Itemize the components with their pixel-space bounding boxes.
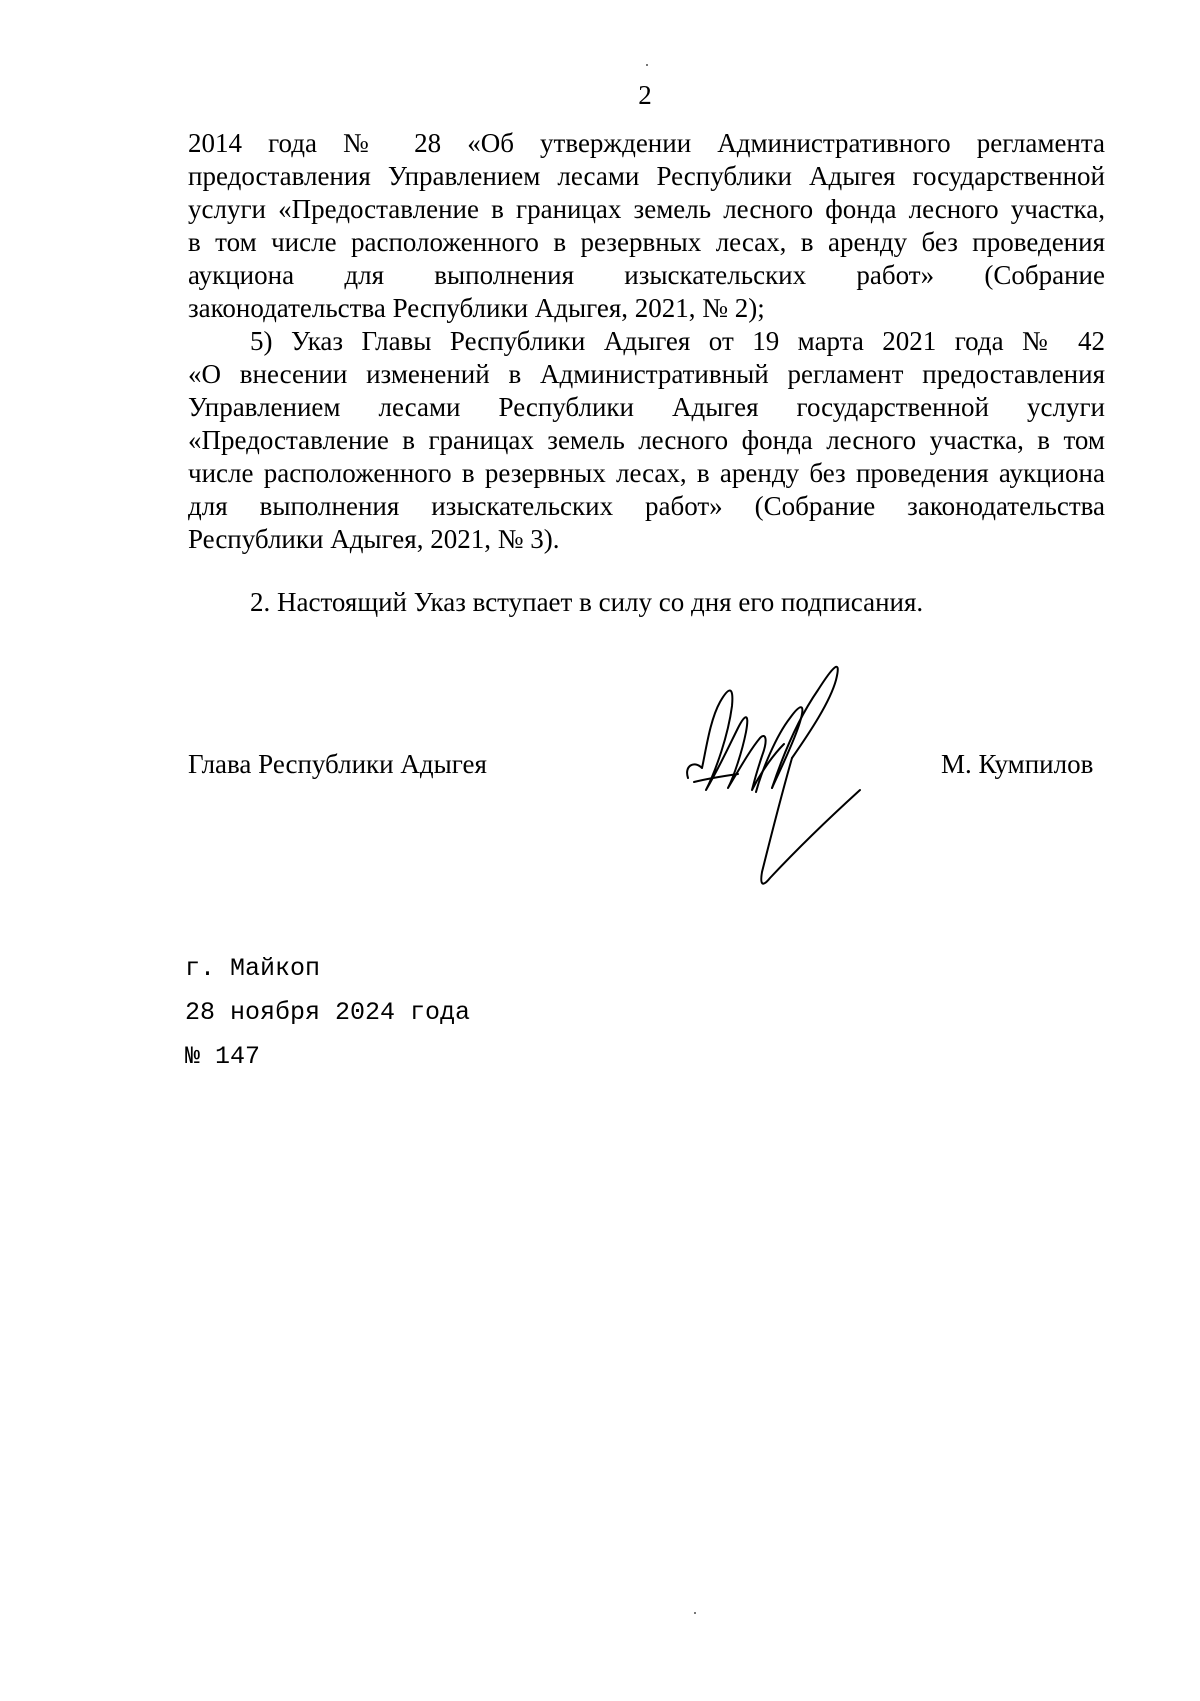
paragraph-regulation-item-4 [188,127,1105,325]
document-body [188,127,1105,619]
signatory-name: М. Кумпилов [941,749,1094,779]
signatory-title: Глава Республики Адыгея [188,749,487,779]
text-line: услуги «Предоставление в границах земель лесного фонда лесного участка, [188,194,1105,224]
text-line: аукциона для выполнения изыскательских работ» (Собрание [188,260,1105,290]
scan-speck [694,1612,696,1614]
text-line: в том числе расположенного в резервных лесах, в аренду без проведения [188,227,1105,257]
text-line: числе расположенного в резервных лесах, в аренду без проведения аукциона [188,458,1105,488]
text-line: для выполнения изыскательских работ» (Собрание законодательства [188,491,1105,521]
text-line: законодательства Республики Адыгея, 2021, № 2); [188,293,765,323]
text-line: предоставления Управлением лесами Республики Адыгея государственной [188,161,1105,191]
page-number: 2 [638,80,652,110]
text-line: «О внесении изменений в Административный регламент предоставления [188,359,1105,389]
text-line: Управлением лесами Республики Адыгея государственной услуги [188,392,1105,422]
handwritten-signature [680,640,910,910]
scan-speck [646,64,648,66]
paragraph-regulation-item-5 [188,325,1105,556]
text-line: 5) Указ Главы Республики Адыгея от 19 марта 2021 года № 42 [250,326,1105,356]
footer-number: № 147 [185,1042,261,1071]
text-line: «Предоставление в границах земель лесного фонда лесного участка, в том [188,425,1105,455]
document-footer [185,947,470,1079]
text-line: 2014 года № 28 «Об утверждении Административного регламента [188,128,1105,158]
text-line: 2. Настоящий Указ вступает в силу со дня его подписания. [250,587,924,617]
footer-date: 28 ноября 2024 года [185,998,471,1027]
paragraph-gap [188,556,1105,586]
footer-city: г. Майкоп [185,954,321,983]
paragraph-effective-date [188,586,1105,619]
text-line: Республики Адыгея, 2021, № 3). [188,524,560,554]
